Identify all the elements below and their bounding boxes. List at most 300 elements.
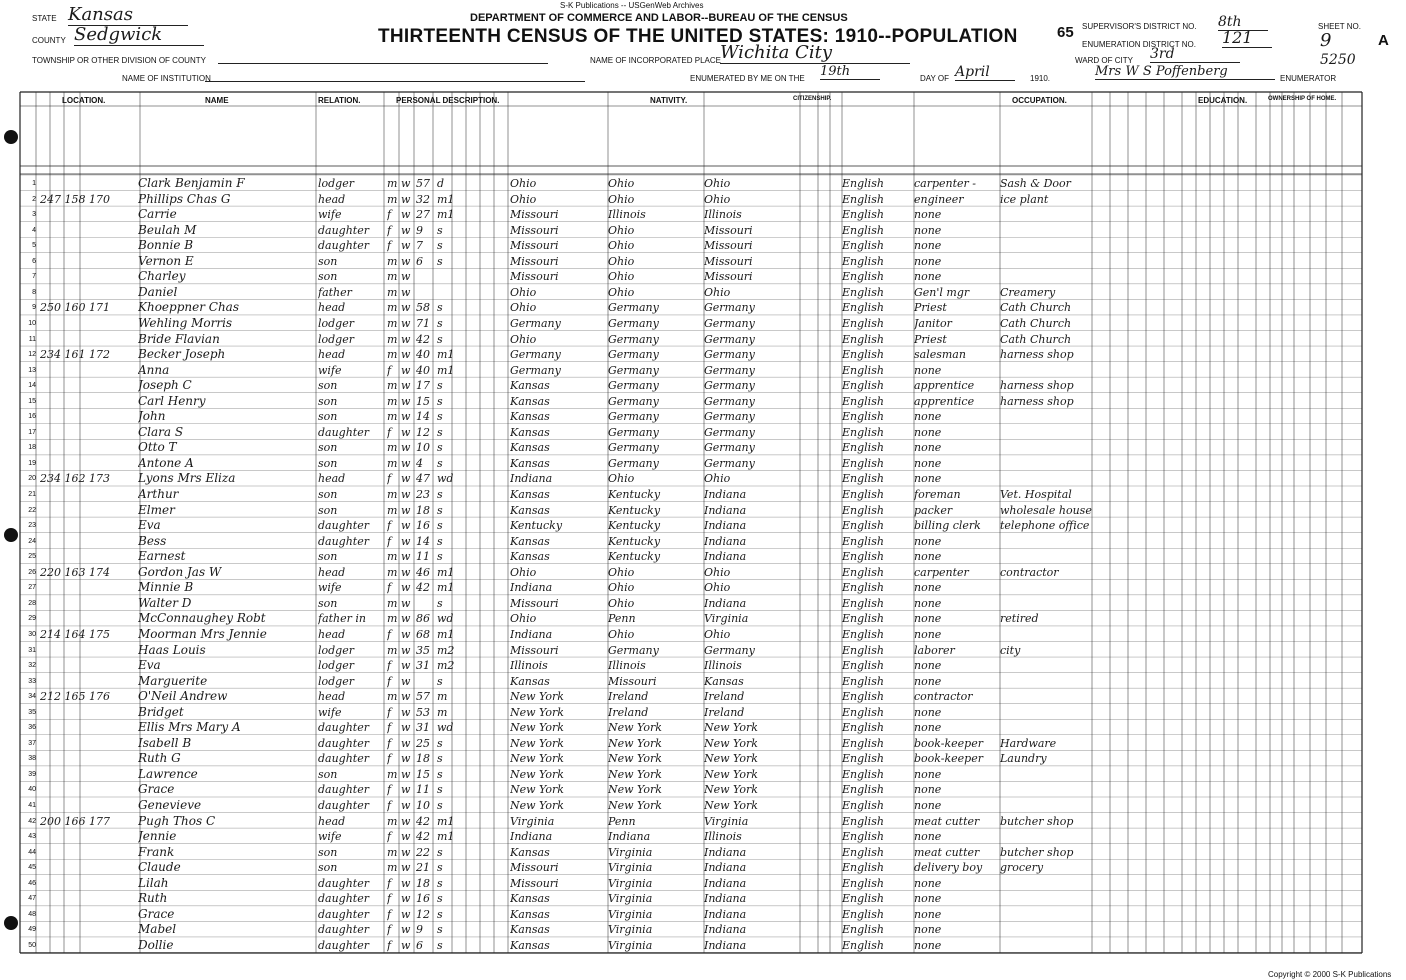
- cell-name: Grace: [138, 906, 175, 921]
- cell-n: 11: [28, 335, 36, 343]
- cell-sex: m: [387, 690, 398, 704]
- cell-ms: s: [437, 534, 443, 548]
- cell-n: 35: [28, 708, 36, 716]
- cell-name: Grace: [138, 782, 175, 797]
- cell-race: w: [401, 596, 411, 610]
- cell-race: w: [401, 674, 411, 688]
- cell-ms: s: [437, 410, 443, 424]
- cell-rel: lodger: [318, 316, 354, 330]
- cell-pob: Illinois: [510, 659, 548, 673]
- cell-n: 18: [28, 444, 36, 452]
- cell-pob: Missouri: [510, 254, 559, 268]
- cell-lang: English: [842, 643, 884, 657]
- cell-occ: none: [914, 581, 942, 595]
- cell-loc: [40, 736, 140, 751]
- cell-lang: English: [842, 285, 884, 299]
- cell-race: w: [401, 254, 411, 268]
- cell-pob: Ohio: [510, 565, 537, 579]
- cell-sex: m: [387, 503, 398, 517]
- cell-pob: Missouri: [510, 861, 559, 875]
- cell-sex: m: [387, 254, 398, 268]
- cell-loc: [40, 845, 140, 860]
- cell-sex: f: [387, 721, 392, 735]
- cell-age: 22: [416, 845, 430, 859]
- cell-ind: [1000, 207, 1092, 222]
- cell-rel: daughter: [318, 923, 369, 937]
- cell-pobm: Germany: [704, 363, 755, 377]
- cell-lang: English: [842, 659, 884, 673]
- cell-pobf: Germany: [608, 394, 659, 408]
- sheet-value: 9: [1320, 30, 1332, 51]
- cell-loc: [40, 409, 140, 424]
- cell-occ: none: [914, 550, 942, 564]
- cell-pob: Indiana: [510, 472, 553, 486]
- cell-pobf: Penn: [608, 814, 636, 828]
- cell-n: 13: [28, 366, 36, 374]
- cell-name: Becker Joseph: [138, 347, 226, 362]
- cell-pobm: Indiana: [704, 845, 747, 859]
- cell-ind: Vet. Hospital: [1000, 488, 1072, 501]
- col-ownership: OWNERSHIP OF HOME.: [1268, 96, 1337, 102]
- cell-sex: f: [387, 892, 392, 906]
- cell-rel: wife: [318, 581, 342, 595]
- cell-lang: English: [842, 223, 884, 237]
- cell-loc: [40, 425, 140, 440]
- cell-loc: [40, 767, 140, 782]
- cell-n: 39: [28, 770, 36, 778]
- cell-pob: Ohio: [510, 192, 537, 206]
- cell-occ: none: [914, 239, 942, 253]
- cell-lang: English: [842, 519, 884, 533]
- cell-loc: [40, 829, 140, 844]
- cell-pobm: Missouri: [704, 270, 753, 284]
- copyright: Copyright © 2000 S-K Publications: [1268, 970, 1392, 979]
- cell-rel: daughter: [318, 223, 369, 237]
- cell-pobm: Ohio: [704, 177, 731, 190]
- cell-pob: Kansas: [510, 379, 550, 393]
- state-value: Kansas: [68, 4, 188, 26]
- cell-lang: English: [842, 938, 884, 952]
- cell-name: Claude: [138, 860, 181, 875]
- cell-sex: m: [387, 550, 398, 564]
- cell-race: w: [401, 456, 411, 470]
- cell-pob: Missouri: [510, 223, 559, 237]
- cell-rel: son: [318, 596, 338, 610]
- cell-sex: f: [387, 581, 392, 595]
- cell-pob: Kansas: [510, 488, 550, 501]
- cell-ind: retired: [1000, 612, 1039, 626]
- cell-sex: m: [387, 643, 398, 657]
- cell-rel: daughter: [318, 938, 369, 952]
- cell-lang: English: [842, 503, 884, 517]
- month-value: April: [955, 64, 1015, 81]
- cell-sex: f: [387, 534, 392, 548]
- cell-ind: harness shop: [1000, 394, 1074, 408]
- cell-lang: English: [842, 394, 884, 408]
- cell-pobf: Ohio: [608, 596, 635, 610]
- cell-pobf: Ohio: [608, 581, 635, 595]
- cell-pobm: Ohio: [704, 192, 731, 206]
- cell-pobf: Ohio: [608, 254, 635, 268]
- cell-ind: Cath Church: [1000, 301, 1072, 315]
- cell-pobf: Germany: [608, 316, 659, 330]
- cell-pob: Ohio: [510, 612, 537, 626]
- department-line: DEPARTMENT OF COMMERCE AND LABOR--BUREAU OF THE CENSUS: [470, 12, 848, 24]
- cell-pobf: Ohio: [608, 627, 635, 641]
- col-citizenship: CITIZENSHIP.: [793, 96, 832, 102]
- cell-race: w: [401, 550, 411, 564]
- cell-ms: s: [437, 892, 443, 906]
- cell-pobf: Germany: [608, 363, 659, 377]
- cell-lang: English: [842, 690, 884, 704]
- cell-loc: [40, 860, 140, 875]
- cell-rel: father in: [318, 612, 367, 626]
- cell-race: w: [401, 425, 411, 439]
- page-title: THIRTEENTH CENSUS OF THE UNITED STATES: 1910--POPULATION: [378, 26, 1018, 47]
- cell-race: w: [401, 192, 411, 206]
- cell-race: w: [401, 488, 411, 501]
- cell-name: Eva: [138, 518, 161, 533]
- cell-ind: [1000, 471, 1092, 486]
- cell-ind: [1000, 674, 1092, 689]
- cell-pobf: New York: [608, 783, 662, 797]
- cell-age: 40: [416, 363, 430, 377]
- cell-occ: Priest: [914, 301, 947, 315]
- cell-occ: none: [914, 208, 942, 222]
- cell-pobm: Indiana: [704, 519, 747, 533]
- cell-pob: Kansas: [510, 674, 550, 688]
- cell-name: McConnaughey Robt: [138, 611, 266, 626]
- cell-ind: [1000, 689, 1092, 704]
- cell-sex: f: [387, 736, 392, 750]
- cell-age: 16: [416, 892, 430, 906]
- cell-loc: [40, 176, 140, 191]
- cell-loc: 214 164 175: [40, 627, 110, 641]
- cell-ind: [1000, 269, 1092, 284]
- supervisor-value: 8th: [1218, 14, 1268, 31]
- cell-occ: book-keeper: [914, 752, 983, 766]
- cell-loc: 234 161 172: [40, 348, 110, 362]
- cell-race: w: [401, 332, 411, 346]
- cell-ind: [1000, 720, 1092, 735]
- cell-rel: son: [318, 503, 338, 517]
- cell-pobf: Germany: [608, 301, 659, 315]
- cell-loc: [40, 705, 140, 720]
- cell-lang: English: [842, 923, 884, 937]
- ward-label: WARD OF CITY: [1075, 56, 1133, 65]
- cell-ms: m1: [437, 192, 455, 206]
- cell-loc: [40, 674, 140, 689]
- cell-lang: English: [842, 845, 884, 859]
- cell-pobf: Germany: [608, 332, 659, 346]
- cell-pobm: Indiana: [704, 938, 747, 952]
- cell-name: Lyons Mrs Eliza: [138, 471, 236, 486]
- cell-age: [416, 596, 432, 611]
- cell-loc: [40, 440, 140, 455]
- cell-n: 4: [32, 226, 36, 234]
- cell-ind: harness shop: [1000, 348, 1074, 362]
- cell-occ: none: [914, 534, 942, 548]
- sheet-extra: 5250: [1320, 52, 1356, 68]
- cell-age: 25: [416, 736, 430, 750]
- place-label: NAME OF INCORPORATED PLACE: [590, 56, 721, 65]
- cell-age: 31: [416, 659, 430, 673]
- cell-ms: s: [437, 596, 443, 610]
- cell-occ: none: [914, 830, 942, 844]
- cell-pob: Germany: [510, 363, 561, 377]
- cell-pobm: Germany: [704, 394, 755, 408]
- cell-age: 15: [416, 394, 430, 408]
- cell-sex: m: [387, 348, 398, 362]
- cell-n: 26: [28, 568, 36, 576]
- cell-pob: Kansas: [510, 425, 550, 439]
- cell-pobm: Indiana: [704, 550, 747, 564]
- cell-pobm: Missouri: [704, 254, 753, 268]
- cell-age: 7: [416, 239, 423, 253]
- cell-pob: Kansas: [510, 938, 550, 952]
- cell-sex: m: [387, 177, 398, 190]
- cell-sex: f: [387, 208, 392, 222]
- cell-name: O'Neil Andrew: [138, 689, 228, 704]
- cell-occ: none: [914, 923, 942, 937]
- cell-pobm: Missouri: [704, 223, 753, 237]
- cell-rel: son: [318, 861, 338, 875]
- cell-rel: head: [318, 565, 346, 579]
- cell-lang: English: [842, 534, 884, 548]
- cell-pob: Missouri: [510, 596, 559, 610]
- cell-name: Frank: [138, 844, 175, 859]
- cell-pobf: Illinois: [608, 208, 646, 222]
- ward-value: 3rd: [1150, 46, 1240, 63]
- cell-sex: f: [387, 783, 392, 797]
- cell-pobf: Germany: [608, 643, 659, 657]
- cell-lang: English: [842, 410, 884, 424]
- cell-pobf: Missouri: [608, 674, 657, 688]
- cell-rel: daughter: [318, 876, 369, 890]
- cell-pobm: Ohio: [704, 565, 731, 579]
- cell-n: 23: [28, 522, 36, 530]
- cell-rel: wife: [318, 705, 342, 719]
- cell-ms: m2: [437, 643, 455, 657]
- cell-race: w: [401, 363, 411, 377]
- cell-rel: lodger: [318, 674, 354, 688]
- cell-ms: wd: [437, 612, 454, 626]
- cell-n: 10: [28, 319, 36, 327]
- cell-race: w: [401, 301, 411, 315]
- cell-pobm: Germany: [704, 425, 755, 439]
- township-label: TOWNSHIP OR OTHER DIVISION OF COUNTY: [32, 56, 206, 65]
- cell-name: Isabell B: [138, 735, 192, 750]
- cell-loc: [40, 938, 140, 953]
- cell-pobm: Indiana: [704, 534, 747, 548]
- cell-pobm: Germany: [704, 410, 755, 424]
- cell-pobm: Germany: [704, 441, 755, 455]
- cell-occ: none: [914, 363, 942, 377]
- cell-occ: none: [914, 659, 942, 673]
- cell-lang: English: [842, 783, 884, 797]
- cell-ind: [1000, 254, 1092, 269]
- cell-age: 58: [416, 301, 430, 315]
- cell-sex: f: [387, 705, 392, 719]
- cell-rel: daughter: [318, 736, 369, 750]
- cell-occ: apprentice: [914, 394, 975, 408]
- cell-pobm: Ohio: [704, 581, 731, 595]
- cell-rel: lodger: [318, 177, 354, 190]
- cell-n: 16: [28, 413, 36, 421]
- page-number: 65: [1057, 24, 1074, 41]
- cell-name: Carrie: [138, 207, 177, 222]
- cell-pobf: New York: [608, 721, 662, 735]
- cell-age: 32: [416, 192, 430, 206]
- cell-ind: [1000, 876, 1092, 891]
- cell-sex: f: [387, 223, 392, 237]
- cell-age: 18: [416, 876, 430, 890]
- cell-race: w: [401, 612, 411, 626]
- cell-lang: English: [842, 456, 884, 470]
- cell-sex: m: [387, 394, 398, 408]
- cell-sex: m: [387, 814, 398, 828]
- cell-n: 36: [28, 724, 36, 732]
- cell-n: 9: [32, 304, 36, 312]
- cell-age: 6: [416, 254, 423, 268]
- cell-race: w: [401, 876, 411, 890]
- cell-sex: f: [387, 627, 392, 641]
- cell-age: 9: [416, 923, 423, 937]
- cell-sex: m: [387, 410, 398, 424]
- cell-age: 10: [416, 441, 430, 455]
- cell-rel: head: [318, 814, 346, 828]
- cell-race: w: [401, 892, 411, 906]
- cell-lang: English: [842, 814, 884, 828]
- cell-occ: none: [914, 799, 942, 812]
- cell-occ: salesman: [914, 348, 966, 362]
- cell-age: 86: [416, 612, 430, 626]
- cell-loc: [40, 316, 140, 331]
- cell-race: w: [401, 767, 411, 781]
- cell-lang: English: [842, 441, 884, 455]
- cell-race: w: [401, 938, 411, 952]
- cell-occ: none: [914, 938, 942, 952]
- cell-n: 22: [28, 506, 36, 514]
- cell-name: Eva: [138, 658, 161, 673]
- cell-ind: Hardware: [1000, 736, 1057, 750]
- cell-pobm: Illinois: [704, 830, 742, 844]
- col-education: EDUCATION.: [1198, 96, 1248, 105]
- cell-n: 42: [28, 817, 36, 825]
- cell-race: w: [401, 472, 411, 486]
- cell-sex: m: [387, 379, 398, 393]
- cell-pob: Kansas: [510, 923, 550, 937]
- cell-race: w: [401, 659, 411, 673]
- cell-name: Wehling Morris: [138, 315, 233, 330]
- cell-loc: [40, 580, 140, 595]
- cell-pobf: Virginia: [608, 892, 653, 906]
- cell-pobf: New York: [608, 799, 662, 812]
- cell-lang: English: [842, 830, 884, 844]
- cell-ms: s: [437, 783, 443, 797]
- cell-name: Antone A: [138, 455, 194, 470]
- cell-loc: [40, 596, 140, 611]
- cell-race: w: [401, 565, 411, 579]
- cell-pobm: Indiana: [704, 876, 747, 890]
- cell-name: Haas Louis: [138, 642, 206, 657]
- cell-pob: New York: [510, 767, 564, 781]
- cell-lang: English: [842, 565, 884, 579]
- cell-ms: s: [437, 488, 443, 501]
- cell-rel: son: [318, 410, 338, 424]
- state-label: STATE: [32, 14, 57, 23]
- cell-occ: Janitor: [914, 316, 952, 330]
- cell-pob: New York: [510, 752, 564, 766]
- cell-ms: m1: [437, 814, 455, 828]
- cell-name: Carl Henry: [138, 393, 206, 408]
- cell-lang: English: [842, 488, 884, 501]
- cell-rel: son: [318, 379, 338, 393]
- cell-n: 47: [28, 895, 36, 903]
- cell-pobm: Ireland: [704, 705, 745, 719]
- cell-pob: Kansas: [510, 456, 550, 470]
- cell-name: Earnest: [138, 549, 186, 564]
- cell-occ: none: [914, 721, 942, 735]
- cell-loc: [40, 394, 140, 409]
- cell-pobm: Illinois: [704, 659, 742, 673]
- cell-occ: none: [914, 705, 942, 719]
- cell-ind: [1000, 425, 1092, 440]
- cell-ind: contractor: [1000, 565, 1059, 579]
- cell-pob: Missouri: [510, 643, 559, 657]
- cell-lang: English: [842, 767, 884, 781]
- cell-name: Jennie: [138, 829, 177, 844]
- cell-occ: none: [914, 254, 942, 268]
- cell-rel: son: [318, 254, 338, 268]
- cell-lang: English: [842, 736, 884, 750]
- cell-occ: Gen'l mgr: [914, 285, 970, 299]
- cell-race: w: [401, 752, 411, 766]
- cell-age: 71: [416, 316, 430, 330]
- cell-sex: m: [387, 192, 398, 206]
- cell-n: 50: [28, 941, 36, 949]
- cell-occ: billing clerk: [914, 519, 981, 533]
- cell-loc: [40, 611, 140, 626]
- cell-lang: English: [842, 596, 884, 610]
- cell-pob: Missouri: [510, 208, 559, 222]
- cell-rel: son: [318, 767, 338, 781]
- cell-ind: [1000, 798, 1092, 813]
- cell-n: 5: [32, 242, 36, 250]
- cell-ms: s: [437, 907, 443, 921]
- cell-lang: English: [842, 674, 884, 688]
- sheet-letter: A: [1378, 32, 1389, 49]
- cell-name: Elmer: [138, 502, 175, 517]
- cell-race: w: [401, 316, 411, 330]
- cell-pobf: Ohio: [608, 472, 635, 486]
- cell-sex: f: [387, 830, 392, 844]
- cell-pobm: Kansas: [704, 674, 744, 688]
- cell-rel: daughter: [318, 907, 369, 921]
- cell-age: 11: [416, 783, 430, 797]
- cell-loc: [40, 332, 140, 347]
- cell-pob: New York: [510, 736, 564, 750]
- enumerator-label: ENUMERATOR: [1280, 74, 1337, 83]
- cell-loc: [40, 907, 140, 922]
- cell-sex: m: [387, 565, 398, 579]
- cell-sex: f: [387, 659, 392, 673]
- cell-age: 12: [416, 425, 430, 439]
- cell-age: 47: [416, 472, 430, 486]
- cell-ind: [1000, 922, 1092, 937]
- cell-sex: f: [387, 938, 392, 952]
- cell-pobm: New York: [704, 783, 758, 797]
